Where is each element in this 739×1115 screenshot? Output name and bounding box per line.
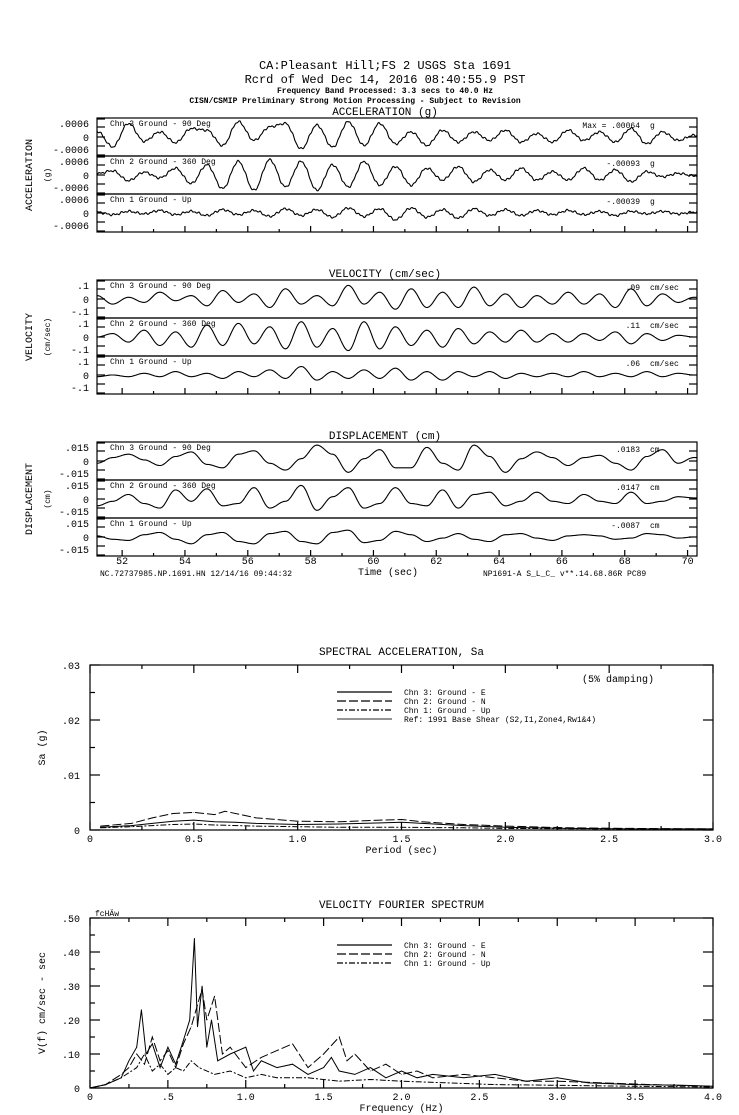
fourier-y-tick-label: .50: [61, 915, 80, 926]
fourier-legend-label: Chn 1: Ground - Up: [404, 960, 491, 969]
sa-annotation: (5% damping): [581, 675, 655, 686]
fourier-data-point: [217, 1060, 218, 1061]
fourier-data-point: [604, 1083, 605, 1084]
fourier-data-point: [141, 1009, 142, 1010]
fourier-x-tick-label: 0: [86, 1093, 94, 1104]
time-tick-label: 52: [116, 557, 129, 568]
fourier-data-point: [370, 1067, 371, 1068]
fourier-data-point: [339, 1081, 340, 1082]
fourier-data-point: [197, 1026, 198, 1027]
sa-xlabel: Period (sec): [365, 846, 438, 857]
vel-peak-unit: cm/sec: [650, 360, 679, 369]
fourier-data-point: [194, 938, 195, 939]
fourier-data-point: [308, 1067, 309, 1068]
fourier-data-point: [401, 1071, 402, 1072]
sa-x-tick-label: 2.0: [496, 835, 515, 846]
fourier-data-point: [292, 1064, 293, 1065]
header-station: CA:Pleasant Hill;FS 2 USGS Sta 1691: [258, 59, 512, 73]
disp-peak-value: .0183: [615, 446, 640, 455]
disp-title: DISPLACEMENT (cm): [328, 431, 442, 443]
fourier-data-point: [183, 1043, 184, 1044]
y-tick-label: 0: [82, 458, 89, 469]
fourier-data-point: [339, 1071, 340, 1072]
footer-left: NC.72737985.NP.1691.HN 12/14/16 09:44:32: [100, 570, 293, 579]
sa-data-point: [100, 826, 101, 827]
sa-data-point: [339, 827, 340, 828]
sa-series-line: [100, 820, 713, 829]
fourier-xlabel: Frequency (Hz): [359, 1104, 444, 1115]
fourier-y-tick-label: .10: [61, 1051, 80, 1062]
time-tick-label: 58: [304, 557, 317, 568]
accel-channel-label: Chn 1 Ground - Up: [110, 196, 192, 205]
sa-data-point: [401, 822, 402, 823]
disp-channel-label: Chn 3 Ground - 90 Deg: [110, 444, 211, 453]
accel-ylabel: ACCELERATION: [25, 138, 36, 212]
fourier-x-tick-label: .5: [161, 1093, 174, 1104]
fourier-x-tick-label: 4.0: [703, 1093, 723, 1104]
time-tick-label: 62: [430, 557, 443, 568]
fourier-ylabel: V(f) cm/sec - sec: [38, 951, 49, 1055]
header-processing: CISN/CSMIP Preliminary Strong Motion Processing - Subject to Revision: [189, 97, 521, 106]
fourier-data-point: [557, 1085, 558, 1086]
sa-frame: [90, 665, 713, 830]
fourier-data-point: [222, 1054, 223, 1055]
fourier-data-point: [144, 1064, 145, 1065]
fourier-data-point: [277, 1067, 278, 1068]
fourier-data-point: [417, 1071, 418, 1072]
fourier-x-tick-label: 1.0: [236, 1093, 255, 1104]
fourier-frame: [90, 918, 713, 1088]
fourier-data-point: [160, 1064, 161, 1065]
disp-peak-value: .0147: [615, 484, 640, 493]
fourier-data-point: [526, 1081, 527, 1082]
fourier-data-point: [277, 1077, 278, 1078]
sa-y-tick-label: 0: [73, 827, 80, 838]
fourier-data-point: [199, 1067, 200, 1068]
sa-data-point: [505, 826, 506, 827]
sa-legend-label: Chn 3: Ground - E: [404, 689, 486, 698]
fourier-x-tick-label: 2.5: [470, 1093, 489, 1104]
fourier-corner-label: fcHÄw: [95, 910, 120, 919]
fourier-y-tick-label: 0: [73, 1085, 80, 1096]
fourier-data-point: [448, 1083, 449, 1084]
sa-y-tick-label: .03: [61, 662, 80, 673]
accel-peak-unit: g: [650, 198, 655, 207]
fourier-data-point: [211, 1020, 212, 1021]
accel-peak-value: Max = .00064: [582, 122, 640, 131]
fourier-data-point: [495, 1074, 496, 1075]
time-tick-label: 54: [178, 557, 191, 568]
footer-right: NP1691-A S_L_C_ v**.14.68.86R PC89: [483, 570, 647, 579]
vel-yunit: (cm/sec): [44, 317, 53, 357]
y-tick-label: 0: [82, 334, 89, 345]
time-tick-label: 60: [367, 557, 380, 568]
accel-yunit: (g): [44, 167, 53, 183]
fourier-data-point: [199, 999, 200, 1000]
fourier-title: VELOCITY FOURIER SPECTRUM: [318, 900, 485, 912]
accel-peak-value: -.00093: [606, 160, 640, 169]
y-tick-label: -.015: [58, 508, 89, 519]
sa-x-tick-label: 3.0: [703, 835, 723, 846]
fourier-data-point: [432, 1077, 433, 1078]
sa-data-point: [297, 824, 298, 825]
y-tick-label: .015: [64, 444, 89, 455]
y-tick-label: 0: [82, 296, 89, 307]
vel-channel-label: Chn 1 Ground - Up: [110, 358, 192, 367]
header-band: Frequency Band Processed: 3.3 secs to 40.0 Hz: [276, 87, 494, 96]
sa-data-point: [380, 822, 381, 823]
vel-peak-value: .06: [625, 360, 640, 369]
sa-title: SPECTRAL ACCELERATION, Sa: [318, 647, 485, 659]
fourier-data-point: [557, 1077, 558, 1078]
fourier-data-point: [253, 1071, 254, 1072]
fourier-series-line: [90, 938, 713, 1088]
sa-x-tick-label: 1.0: [288, 835, 307, 846]
accel-peak-unit: g: [650, 122, 655, 131]
fourier-data-point: [463, 1077, 464, 1078]
fourier-data-point: [432, 1074, 433, 1075]
y-tick-label: 0: [82, 134, 89, 145]
y-tick-label: 0: [82, 372, 89, 383]
accel-channel-label: Chn 3 Ground - 90 Deg: [110, 120, 211, 129]
sa-data-point: [173, 821, 174, 822]
fourier-y-tick-label: .30: [61, 983, 80, 994]
sa-data-point: [422, 821, 423, 822]
fourier-data-point: [191, 1060, 192, 1061]
vel-peak-unit: cm/sec: [650, 322, 679, 331]
y-tick-label: .0006: [58, 158, 89, 169]
fourier-data-point: [308, 1077, 309, 1078]
sa-data-point: [401, 819, 402, 820]
sa-data-point: [152, 818, 153, 819]
sa-x-tick-label: 1.5: [392, 835, 411, 846]
fourier-data-point: [152, 1043, 153, 1044]
time-tick-label: 56: [241, 557, 254, 568]
sa-data-point: [131, 826, 132, 827]
sa-data-point: [463, 824, 464, 825]
sa-data-point: [256, 818, 257, 819]
fourier-data-point: [463, 1074, 464, 1075]
header-record: Rcrd of Wed Dec 14, 2016 08:40:55.9 PST: [244, 73, 526, 87]
fourier-data-point: [495, 1077, 496, 1078]
fourier-data-point: [347, 1060, 348, 1061]
fourier-data-point: [129, 1067, 130, 1068]
fourier-data-point: [339, 1037, 340, 1038]
y-tick-label: -.0006: [52, 146, 89, 157]
fourier-data-point: [261, 1060, 262, 1061]
sa-data-point: [214, 814, 215, 815]
fourier-data-point: [136, 1047, 137, 1048]
vel-title: VELOCITY (cm/sec): [328, 269, 442, 281]
accel-peak-value: -.00039: [606, 198, 640, 207]
fourier-data-point: [401, 1081, 402, 1082]
fourier-data-point: [292, 1043, 293, 1044]
time-tick-label: 68: [618, 557, 631, 568]
fourier-data-point: [495, 1084, 496, 1085]
fourier-x-tick-label: 3.0: [548, 1093, 567, 1104]
fourier-data-point: [370, 1071, 371, 1072]
sa-data-point: [100, 827, 101, 828]
fourier-data-point: [152, 1071, 153, 1072]
sa-data-point: [214, 825, 215, 826]
y-tick-label: -.1: [70, 308, 89, 319]
sa-legend-label: Chn 1: Ground - Up: [404, 707, 491, 716]
sa-data-point: [609, 829, 610, 830]
fourier-data-point: [354, 1074, 355, 1075]
sa-data-point: [401, 827, 402, 828]
y-tick-label: .1: [76, 282, 89, 293]
fourier-data-point: [152, 1037, 153, 1038]
fourier-data-point: [214, 1074, 215, 1075]
sa-data-point: [193, 824, 194, 825]
sa-data-point: [225, 811, 226, 812]
disp-channel-label: Chn 1 Ground - Up: [110, 520, 192, 529]
sa-legend-label: Ref: 1991 Base Shear (S2,I1,Zone4,Rw1&4): [404, 716, 597, 725]
y-tick-label: 0: [82, 172, 89, 183]
fourier-data-point: [202, 989, 203, 990]
fourier-data-point: [206, 1047, 207, 1048]
fourier-data-point: [183, 1071, 184, 1072]
y-tick-label: 0: [82, 496, 89, 507]
vel-trace: [97, 367, 697, 381]
sa-data-point: [131, 825, 132, 826]
vel-channel-label: Chn 2 Ground - 360 Deg: [110, 320, 216, 329]
fourier-data-point: [245, 1047, 246, 1048]
sa-ylabel: Sa (g): [38, 729, 49, 766]
sa-data-point: [380, 820, 381, 821]
fourier-data-point: [557, 1081, 558, 1082]
fourier-data-point: [167, 1047, 168, 1048]
fourier-data-point: [261, 1057, 262, 1058]
fourier-data-point: [189, 1020, 190, 1021]
y-tick-label: -.0006: [52, 222, 89, 233]
y-tick-label: 0: [82, 534, 89, 545]
fourier-data-point: [331, 1057, 332, 1058]
disp-peak-value: -.0087: [611, 522, 640, 531]
vel-peak-unit: cm/sec: [650, 284, 679, 293]
fourier-data-point: [230, 1071, 231, 1072]
fourier-data-point: [160, 1067, 161, 1068]
y-tick-label: 0: [82, 210, 89, 221]
y-tick-label: .1: [76, 320, 89, 331]
fourier-data-point: [183, 1040, 184, 1041]
sa-data-point: [193, 812, 194, 813]
fourier-data-point: [175, 1067, 176, 1068]
disp-peak-unit: cm: [650, 522, 660, 531]
fourier-data-point: [386, 1077, 387, 1078]
fourier-data-point: [214, 996, 215, 997]
sa-data-point: [339, 824, 340, 825]
accel-channel-label: Chn 2 Ground - 360 Deg: [110, 158, 216, 167]
sa-data-point: [463, 825, 464, 826]
fourier-data-point: [635, 1086, 636, 1087]
sa-data-point: [505, 828, 506, 829]
sa-data-point: [152, 823, 153, 824]
sa-y-tick-label: .01: [61, 772, 80, 783]
fourier-data-point: [121, 1077, 122, 1078]
disp-trace: [97, 530, 697, 544]
fourier-data-point: [160, 1060, 161, 1061]
sa-legend-label: Chn 2: Ground - N: [404, 698, 486, 707]
fourier-legend-label: Chn 3: Ground - E: [404, 942, 486, 951]
fourier-data-point: [129, 1060, 130, 1061]
y-tick-label: .015: [64, 520, 89, 531]
sa-series-line: [100, 824, 713, 830]
disp-peak-unit: cm: [650, 446, 660, 455]
fourier-data-point: [323, 1067, 324, 1068]
fourier-data-point: [245, 1077, 246, 1078]
fourier-data-point: [144, 1054, 145, 1055]
fourier-data-point: [167, 1074, 168, 1075]
vel-peak-value: .09: [625, 284, 640, 293]
fourier-data-point: [370, 1079, 371, 1080]
y-tick-label: -.015: [58, 546, 89, 557]
accel-peak-unit: g: [650, 160, 655, 169]
disp-channel-label: Chn 2 Ground - 360 Deg: [110, 482, 216, 491]
sa-y-tick-label: .02: [61, 717, 80, 728]
fourier-data-point: [650, 1084, 651, 1085]
sa-data-point: [214, 821, 215, 822]
fourier-y-tick-label: .40: [61, 949, 80, 960]
sa-data-point: [173, 824, 174, 825]
disp-yunit: (cm): [44, 489, 53, 509]
sa-x-tick-label: 0: [86, 835, 94, 846]
sa-data-point: [422, 823, 423, 824]
fourier-data-point: [121, 1074, 122, 1075]
sa-data-point: [173, 813, 174, 814]
fourier-x-tick-label: 3.5: [626, 1093, 645, 1104]
fourier-data-point: [323, 1054, 324, 1055]
y-tick-label: -.1: [70, 346, 89, 357]
fourier-legend-label: Chn 2: Ground - N: [404, 951, 486, 960]
disp-peak-unit: cm: [650, 484, 660, 493]
sa-x-tick-label: 0.5: [184, 835, 203, 846]
sa-data-point: [193, 820, 194, 821]
vel-ylabel: VELOCITY: [25, 312, 36, 362]
fourier-data-point: [386, 1064, 387, 1065]
sa-data-point: [463, 827, 464, 828]
fourier-y-tick-label: .20: [61, 1017, 80, 1028]
fourier-data-point: [146, 1054, 147, 1055]
sa-data-point: [131, 823, 132, 824]
y-tick-label: .1: [76, 358, 89, 369]
fourier-data-point: [230, 1054, 231, 1055]
sa-data-point: [297, 826, 298, 827]
sa-x-tick-label: 2.5: [600, 835, 619, 846]
fourier-data-point: [202, 986, 203, 987]
fourier-data-point: [230, 1047, 231, 1048]
fourier-data-point: [245, 1067, 246, 1068]
accel-title: ACCELERATION (g): [332, 107, 438, 119]
fourier-x-tick-label: 2.0: [392, 1093, 411, 1104]
fourier-data-point: [308, 1074, 309, 1075]
y-tick-label: .0006: [58, 120, 89, 131]
sa-data-point: [505, 827, 506, 828]
time-tick-label: 66: [555, 557, 568, 568]
sa-data-point: [567, 827, 568, 828]
fourier-data-point: [167, 1050, 168, 1051]
fourier-data-point: [354, 1054, 355, 1055]
fourier-data-point: [401, 1074, 402, 1075]
fourier-data-point: [261, 1074, 262, 1075]
fourier-data-point: [206, 1020, 207, 1021]
sa-data-point: [235, 822, 236, 823]
y-tick-label: .015: [64, 482, 89, 493]
time-axis-label: Time (sec): [357, 568, 419, 579]
accel-trace: [97, 207, 697, 220]
fourier-data-point: [90, 1088, 91, 1089]
sa-data-point: [297, 821, 298, 822]
fourier-data-point: [713, 1087, 714, 1088]
fourier-data-point: [191, 1026, 192, 1027]
fourier-data-point: [136, 1054, 137, 1055]
vel-channel-label: Chn 3 Ground - 90 Deg: [110, 282, 211, 291]
disp-ylabel: DISPLACEMENT: [25, 462, 36, 536]
y-tick-label: -.0006: [52, 184, 89, 195]
time-tick-label: 64: [493, 557, 506, 568]
fourier-data-point: [277, 1050, 278, 1051]
sa-data-point: [339, 821, 340, 822]
time-tick-label: 70: [681, 557, 694, 568]
sa-data-point: [713, 829, 714, 830]
fourier-data-point: [175, 1064, 176, 1065]
y-tick-label: -.1: [70, 384, 89, 395]
fourier-data-point: [105, 1084, 106, 1085]
sa-data-point: [152, 825, 153, 826]
fourier-data-point: [136, 1067, 137, 1068]
fourier-data-point: [417, 1077, 418, 1078]
y-tick-label: .0006: [58, 196, 89, 207]
sa-data-point: [256, 823, 257, 824]
vel-peak-value: .11: [625, 322, 640, 331]
fourier-x-tick-label: 1.5: [314, 1093, 333, 1104]
sa-data-point: [256, 826, 257, 827]
y-tick-label: -.015: [58, 470, 89, 481]
